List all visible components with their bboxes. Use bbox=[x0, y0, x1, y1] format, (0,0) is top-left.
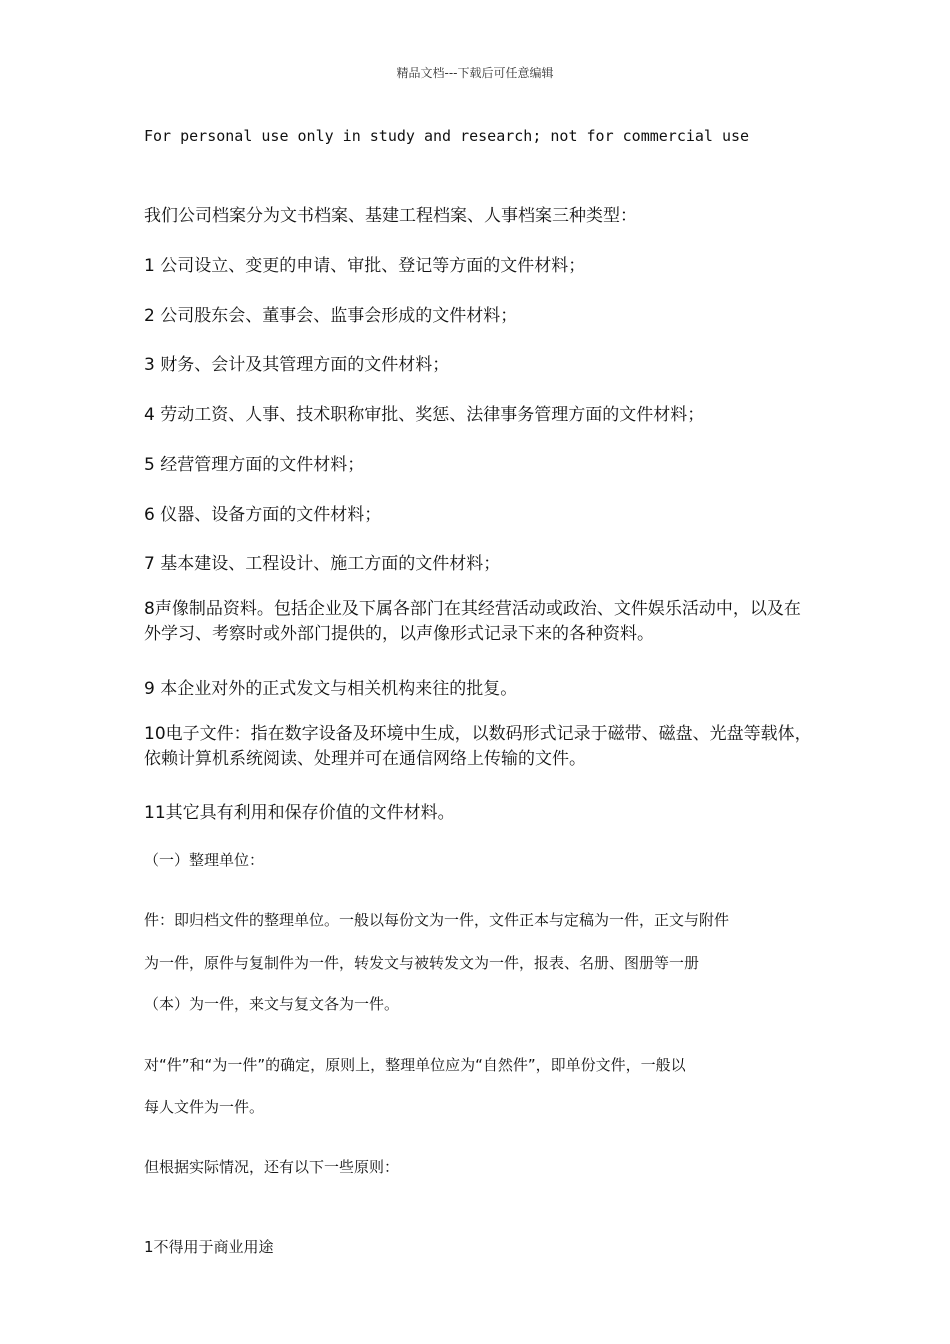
footer-note: 1不得用于商业用途 bbox=[144, 1238, 274, 1256]
list-item: 10电子文件：指在数字设备及环境中生成，以数码形式记录于磁带、磁盘、光盘等载体，依赖计算机系统阅读、处理并可在通信网络上传输的文件。 bbox=[144, 724, 812, 769]
english-usage-note: For personal use only in study and research; not for commercial use bbox=[144, 127, 750, 145]
list-item: 3 财务、会计及其管理方面的文件材料； bbox=[144, 355, 450, 375]
unit-definition-line: 件：即归档文件的整理单位。一般以每份文为一件，文件正本与定稿为一件，正文与附件 bbox=[144, 911, 730, 929]
list-item: 11其它具有利用和保存价值的文件材料。 bbox=[144, 803, 455, 823]
list-item: 8声像制品资料。包括企业及下属各部门在其经营活动或政治、文件娱乐活动中，以及在外学习、考察时或外部门提供的，以声像形式记录下来的各种资料。 bbox=[144, 599, 801, 644]
unit-definition-line: （本）为一件，来文与复文各为一件。 bbox=[144, 995, 400, 1013]
intro-text: 我们公司档案分为文书档案、基建工程档案、人事档案三种类型： bbox=[144, 206, 637, 226]
list-item: 2 公司股东会、董事会、监事会形成的文件材料； bbox=[144, 306, 518, 326]
principle-intro: 但根据实际情况，还有以下一些原则： bbox=[144, 1158, 400, 1176]
list-item: 7 基本建设、工程设计、施工方面的文件材料； bbox=[144, 554, 501, 574]
principle-line: 每人文件为一件。 bbox=[144, 1098, 265, 1116]
section-title: （一）整理单位： bbox=[144, 851, 265, 869]
list-item: 6 仪器、设备方面的文件材料； bbox=[144, 505, 382, 525]
page-header: 精品文档---下载后可任意编辑 bbox=[396, 66, 554, 80]
list-item: 5 经营管理方面的文件材料； bbox=[144, 455, 365, 475]
list-item: 9 本企业对外的正式发文与相关机构来往的批复。 bbox=[144, 679, 518, 699]
list-item: 4 劳动工资、人事、技术职称审批、奖惩、法律事务管理方面的文件材料； bbox=[144, 405, 705, 425]
list-item: 1 公司设立、变更的申请、审批、登记等方面的文件材料； bbox=[144, 256, 586, 276]
unit-definition-line: 为一件，原件与复制件为一件，转发文与被转发文为一件，报表、名册、图册等一册 bbox=[144, 954, 700, 972]
principle-line: 对“件”和“为一件”的确定，原则上，整理单位应为“自然件”，即单份文件，一般以 bbox=[144, 1056, 686, 1074]
